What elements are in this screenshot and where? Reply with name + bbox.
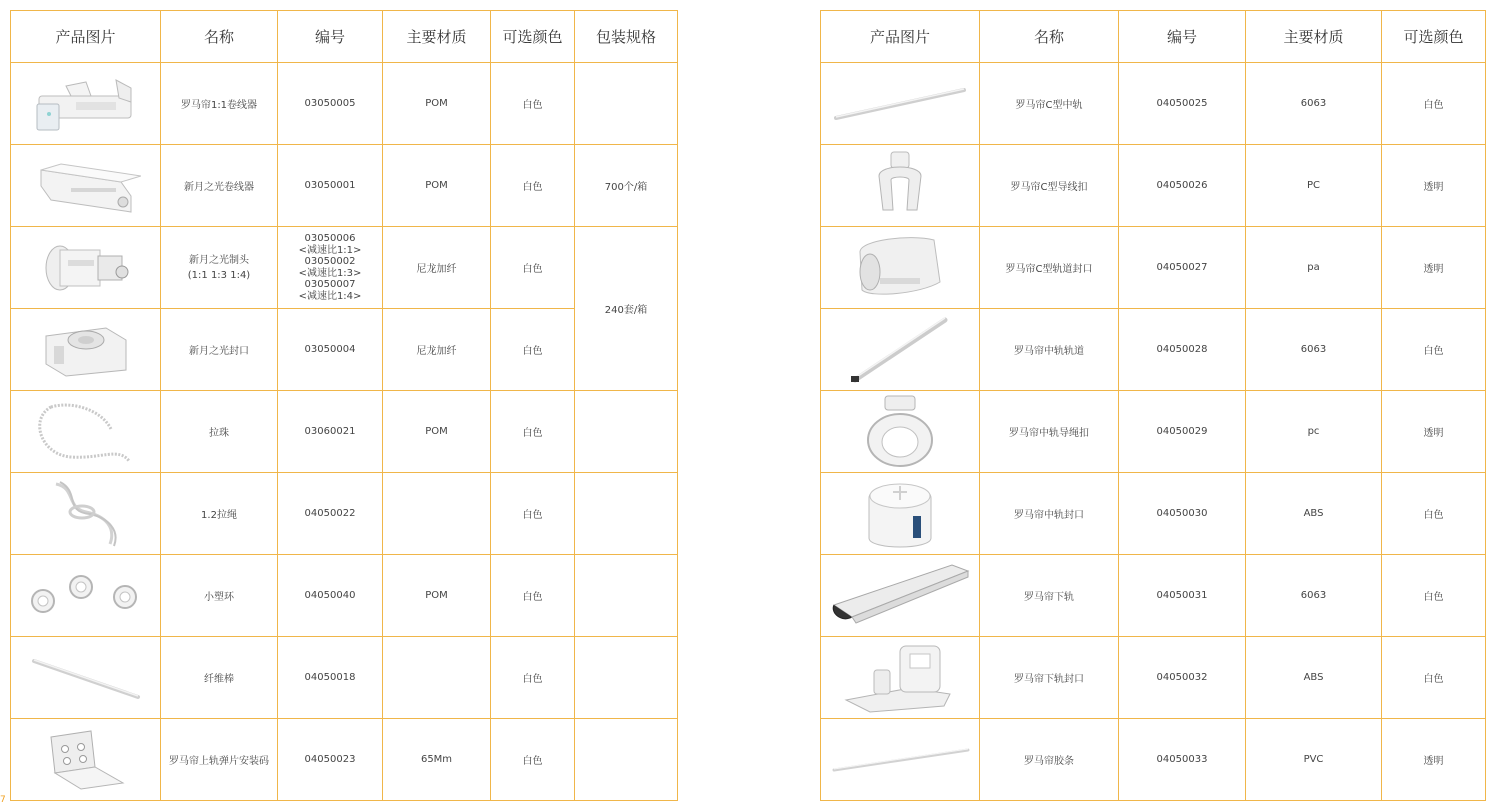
page-number: 7 — [0, 795, 6, 805]
product-packaging — [575, 555, 678, 637]
product-code: 04050030 — [1119, 473, 1246, 555]
table-row — [821, 309, 1486, 391]
product-image-cell — [821, 637, 980, 719]
product-code: 03050004 — [278, 309, 383, 391]
header-color: 可选颜色 — [491, 11, 575, 63]
product-material: 6063 — [1246, 309, 1382, 391]
table-row — [821, 473, 1486, 555]
product-code: 04050032 — [1119, 637, 1246, 719]
product-table-right — [820, 10, 1486, 801]
header-code: 编号 — [278, 11, 383, 63]
bottom-rail-icon — [828, 561, 973, 631]
product-material: 6063 — [1246, 63, 1382, 145]
bottom-rail-cap-icon — [840, 640, 960, 716]
product-code-line: 03050007 — [304, 279, 356, 290]
product-code: 04050026 — [1119, 145, 1246, 227]
product-color: 白色 — [491, 555, 575, 637]
product-color: 白色 — [491, 391, 575, 473]
product-material: ABS — [1246, 473, 1382, 555]
product-code: 04050027 — [1119, 227, 1246, 309]
header-name: 名称 — [980, 11, 1119, 63]
product-color: 透明 — [1382, 719, 1486, 801]
rope-guide-clip-icon — [855, 394, 945, 470]
product-code: 03060021 — [278, 391, 383, 473]
product-code-line: <减速比1:4> — [298, 290, 362, 302]
product-material: PVC — [1246, 719, 1382, 801]
product-material: 尼龙加纤 — [383, 309, 491, 391]
product-table-left — [10, 10, 678, 801]
header-color: 可选颜色 — [1382, 11, 1486, 63]
product-image-cell — [11, 473, 161, 555]
header-product-image: 产品图片 — [821, 11, 980, 63]
product-image-cell — [821, 391, 980, 473]
product-color: 白色 — [491, 473, 575, 555]
product-image-cell — [821, 309, 980, 391]
product-image-cell — [11, 227, 161, 309]
product-material: pa — [1246, 227, 1382, 309]
product-image-cell — [11, 63, 161, 145]
product-code: 04050023 — [278, 719, 383, 801]
product-image-cell — [821, 719, 980, 801]
c-middle-rail-icon — [830, 84, 970, 124]
header-name: 名称 — [161, 11, 278, 63]
product-name: 罗马帘下轨封口 — [980, 637, 1119, 719]
product-name: 罗马帘中轨导绳扣 — [980, 391, 1119, 473]
product-packaging — [575, 391, 678, 473]
cord-icon — [46, 478, 126, 550]
product-name: 罗马帘中轨封口 — [980, 473, 1119, 555]
product-material: 65Mm — [383, 719, 491, 801]
product-image-cell — [821, 63, 980, 145]
product-image-cell — [11, 309, 161, 391]
table-row — [821, 637, 1486, 719]
product-image-cell — [11, 637, 161, 719]
product-name: 罗马帘下轨 — [980, 555, 1119, 637]
product-image-cell — [11, 145, 161, 227]
product-image-cell — [11, 391, 161, 473]
product-color: 白色 — [1382, 637, 1486, 719]
product-image-cell — [821, 227, 980, 309]
product-packaging — [575, 637, 678, 719]
product-material: POM — [383, 391, 491, 473]
crescent-winder-icon — [31, 156, 141, 216]
product-code — [278, 227, 383, 309]
product-name: 罗马帘中轨轨道 — [980, 309, 1119, 391]
middle-rail-cap-icon — [855, 476, 945, 552]
end-cap-icon — [36, 318, 136, 382]
table-row — [821, 391, 1486, 473]
table-row — [821, 145, 1486, 227]
product-name: 新月之光卷线器 — [161, 145, 278, 227]
product-material: PC — [1246, 145, 1382, 227]
plastic-rings-icon — [21, 571, 151, 621]
product-image-cell — [821, 473, 980, 555]
product-name: 罗马帘C型导线扣 — [980, 145, 1119, 227]
product-name: 小塑环 — [161, 555, 278, 637]
table-row — [11, 227, 678, 309]
product-color: 透明 — [1382, 391, 1486, 473]
product-name: 罗马帘1:1卷线器 — [161, 63, 278, 145]
product-name: 新月之光封口 — [161, 309, 278, 391]
product-code: 04050028 — [1119, 309, 1246, 391]
table-row — [11, 473, 678, 555]
product-material: POM — [383, 145, 491, 227]
product-color: 白色 — [491, 63, 575, 145]
product-color: 白色 — [491, 637, 575, 719]
table-row — [821, 555, 1486, 637]
cord-guide-clip-icon — [865, 150, 935, 222]
table-row — [11, 719, 678, 801]
header-material: 主要材质 — [383, 11, 491, 63]
product-code: 04050025 — [1119, 63, 1246, 145]
product-material — [383, 473, 491, 555]
product-code: 03050005 — [278, 63, 383, 145]
fiber-rod-icon — [26, 653, 146, 703]
product-code: 04050018 — [278, 637, 383, 719]
product-name-line: (1:1 1:3 1:4) — [187, 269, 251, 281]
product-code-line: <减速比1:3> — [298, 267, 362, 279]
product-image-cell — [11, 719, 161, 801]
product-code: 03050001 — [278, 145, 383, 227]
table-header-row — [11, 11, 678, 63]
table-row — [821, 719, 1486, 801]
roller-winder-icon — [31, 74, 141, 134]
product-color: 透明 — [1382, 227, 1486, 309]
brake-head-icon — [36, 236, 136, 300]
product-code: 04050040 — [278, 555, 383, 637]
spring-bracket-icon — [41, 727, 131, 793]
table-row — [821, 63, 1486, 145]
table-row — [11, 391, 678, 473]
product-name: 罗马帘C型中轨 — [980, 63, 1119, 145]
product-color: 白色 — [1382, 63, 1486, 145]
product-code: 04050022 — [278, 473, 383, 555]
table-header-row — [821, 11, 1486, 63]
product-color: 白色 — [491, 719, 575, 801]
rail-end-cap-icon — [850, 232, 950, 304]
product-code: 04050029 — [1119, 391, 1246, 473]
header-code: 编号 — [1119, 11, 1246, 63]
bead-chain-icon — [31, 399, 141, 465]
product-code: 04050031 — [1119, 555, 1246, 637]
header-packaging: 包装规格 — [575, 11, 678, 63]
product-color: 白色 — [1382, 309, 1486, 391]
product-name: 罗马帘上轨弹片安装码 — [161, 719, 278, 801]
table-row — [11, 637, 678, 719]
product-name: 拉珠 — [161, 391, 278, 473]
product-packaging — [575, 719, 678, 801]
product-image-cell — [821, 145, 980, 227]
product-color: 白色 — [491, 309, 575, 391]
header-material: 主要材质 — [1246, 11, 1382, 63]
product-name-line: 新月之光制头 — [189, 254, 249, 266]
product-material: pc — [1246, 391, 1382, 473]
product-image-cell — [821, 555, 980, 637]
product-code: 04050033 — [1119, 719, 1246, 801]
rubber-strip-icon — [828, 740, 973, 780]
header-product-image: 产品图片 — [11, 11, 161, 63]
product-packaging: 700个/箱 — [575, 145, 678, 227]
product-name: 罗马帘胶条 — [980, 719, 1119, 801]
product-packaging — [575, 473, 678, 555]
product-material: 尼龙加纤 — [383, 227, 491, 309]
product-material — [383, 637, 491, 719]
table-row — [11, 63, 678, 145]
product-color: 白色 — [1382, 473, 1486, 555]
product-material: POM — [383, 555, 491, 637]
product-image-cell — [11, 555, 161, 637]
product-color: 白色 — [1382, 555, 1486, 637]
table-row — [821, 227, 1486, 309]
table-row — [11, 555, 678, 637]
product-name — [161, 227, 278, 309]
product-name: 纤维棒 — [161, 637, 278, 719]
product-code-line: 03050006 — [304, 233, 356, 244]
product-color: 透明 — [1382, 145, 1486, 227]
product-color: 白色 — [491, 145, 575, 227]
product-packaging: 240套/箱 — [575, 227, 678, 391]
product-material: 6063 — [1246, 555, 1382, 637]
product-code-line: <减速比1:1> — [298, 244, 362, 256]
product-packaging — [575, 63, 678, 145]
product-color: 白色 — [491, 227, 575, 309]
product-name: 1.2拉绳 — [161, 473, 278, 555]
table-row — [11, 145, 678, 227]
product-material: POM — [383, 63, 491, 145]
product-code-line: 03050002 — [304, 256, 356, 267]
middle-track-icon — [845, 314, 955, 386]
product-material: ABS — [1246, 637, 1382, 719]
product-name: 罗马帘C型轨道封口 — [980, 227, 1119, 309]
